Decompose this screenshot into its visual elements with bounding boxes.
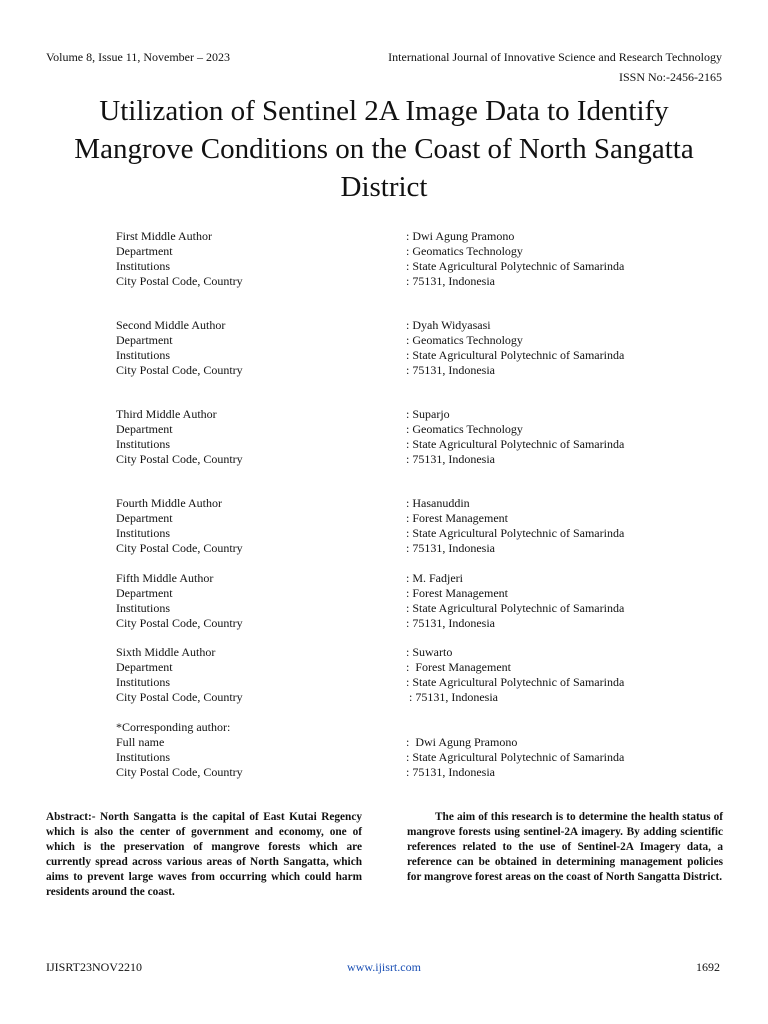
author-field-label: First Middle Author (116, 229, 213, 243)
footer-website-link[interactable]: www.ijisrt.com (347, 960, 421, 974)
author-field-value: : Forest Management (406, 586, 508, 600)
author-field-label: Institutions (116, 675, 171, 689)
author-field-label: City Postal Code, Country (116, 274, 243, 288)
author-field-label: Institutions (116, 526, 171, 540)
author-field-value: : Geomatics Technology (406, 422, 523, 436)
author-field-value: : 75131, Indonesia (406, 541, 495, 555)
author-row (116, 363, 676, 378)
footer-page-number: 1692 (696, 960, 720, 974)
author-field-value: : Suparjo (406, 407, 450, 421)
author-field-label: City Postal Code, Country (116, 690, 243, 704)
author-row (116, 675, 676, 690)
author-row (116, 244, 676, 259)
header-issn: ISSN No:-2456-2165 (618, 70, 722, 84)
author-field-value: : M. Fadjeri (406, 571, 463, 585)
author-field-value: : Forest Management (406, 511, 508, 525)
author-field-label: Fifth Middle Author (116, 571, 214, 585)
author-field-value: : State Agricultural Polytechnic of Samarinda (406, 526, 625, 540)
author-block (116, 229, 676, 289)
author-block (116, 645, 676, 705)
author-field-value: : Dwi Agung Pramono (406, 735, 518, 749)
author-field-value: : Hasanuddin (406, 496, 470, 510)
author-field-label: Institutions (116, 750, 171, 764)
author-field-label: Department (116, 511, 173, 525)
author-row (116, 259, 676, 274)
author-field-value: : Suwarto (406, 645, 453, 659)
author-field-label: Institutions (116, 437, 171, 451)
author-field-label: Second Middle Author (116, 318, 226, 332)
abstract-left-column: Abstract:- North Sangatta is the capital of East Kutai Regency which is also the center of government and economy, one of which is the preservation of mangrove forests which are currently spread across various areas of North Sangatta, which aims to prevent large waves from occurring which could harm residents around the coast. (46, 811, 362, 898)
author-field-value: : Dyah Widyasasi (406, 318, 491, 332)
author-field-value: : 75131, Indonesia (406, 452, 495, 466)
paper-title: Utilization of Sentinel 2A Image Data to Identify Mangrove Conditions on the Coast of North Sangatta District (74, 95, 694, 203)
author-block (116, 318, 676, 378)
author-field-value: : State Agricultural Polytechnic of Samarinda (406, 348, 625, 362)
author-field-label: Institutions (116, 259, 171, 273)
author-field-value: : Dwi Agung Pramono (406, 229, 515, 243)
author-row (116, 229, 676, 244)
author-block (116, 407, 676, 467)
footer-paper-id: IJISRT23NOV2210 (46, 960, 142, 974)
header-journal-name: International Journal of Innovative Science and Research Technology (388, 50, 722, 64)
author-field-label: Department (116, 333, 173, 347)
author-row (116, 333, 676, 348)
author-field-label: Department (116, 660, 173, 674)
author-field-value: : State Agricultural Polytechnic of Samarinda (406, 750, 625, 764)
author-row (116, 616, 676, 631)
author-field-label: Full name (116, 735, 165, 749)
author-row (116, 690, 676, 705)
author-field-label: Third Middle Author (116, 407, 217, 421)
author-row (116, 720, 676, 735)
author-field-value: : 75131, Indonesia (406, 616, 495, 630)
author-field-value: : 75131, Indonesia (406, 690, 498, 704)
author-field-value: : 75131, Indonesia (406, 274, 495, 288)
author-field-value: : 75131, Indonesia (406, 363, 495, 377)
author-block (116, 720, 676, 780)
author-row (116, 348, 676, 363)
author-row (116, 735, 676, 750)
author-row (116, 750, 676, 765)
author-field-label: City Postal Code, Country (116, 765, 243, 779)
author-block (116, 496, 676, 556)
author-row (116, 437, 676, 452)
author-field-label: City Postal Code, Country (116, 541, 243, 555)
author-row (116, 541, 676, 556)
author-row (116, 645, 676, 660)
author-field-label: City Postal Code, Country (116, 452, 243, 466)
author-field-value: : State Agricultural Polytechnic of Samarinda (406, 437, 625, 451)
author-block (116, 571, 676, 631)
author-field-value: : Geomatics Technology (406, 333, 523, 347)
abstract-right-column: The aim of this research is to determine the health status of mangrove forests using sentinel-2A imagery. By adding scientific references related to the use of Sentinel-2A Imagery data, a reference can be obtained in determining management policies for mangrove forest areas on the coast of North Sangatta District. (407, 811, 723, 883)
author-field-label: City Postal Code, Country (116, 616, 243, 630)
author-field-label: Institutions (116, 348, 171, 362)
author-row (116, 496, 676, 511)
author-field-value: : State Agricultural Polytechnic of Samarinda (406, 675, 625, 689)
author-row (116, 586, 676, 601)
author-field-label: Sixth Middle Author (116, 645, 216, 659)
author-row (116, 274, 676, 289)
author-row (116, 601, 676, 616)
author-row (116, 526, 676, 541)
author-field-value (406, 720, 676, 735)
author-field-label: Department (116, 244, 173, 258)
author-row (116, 765, 676, 780)
author-field-value: : 75131, Indonesia (406, 765, 495, 779)
author-field-value: : Forest Management (406, 660, 511, 674)
author-field-value: : Geomatics Technology (406, 244, 523, 258)
author-row (116, 407, 676, 422)
author-row (116, 422, 676, 437)
author-field-value: : State Agricultural Polytechnic of Samarinda (406, 601, 625, 615)
author-row (116, 318, 676, 333)
author-field-value: : State Agricultural Polytechnic of Samarinda (406, 259, 625, 273)
author-row (116, 452, 676, 467)
author-field-label: City Postal Code, Country (116, 363, 243, 377)
author-row (116, 571, 676, 586)
author-field-label: Department (116, 422, 173, 436)
author-field-label: Institutions (116, 601, 171, 615)
author-row (116, 660, 676, 675)
author-field-label: Fourth Middle Author (116, 496, 223, 510)
author-row (116, 511, 676, 526)
author-field-label: Department (116, 586, 173, 600)
author-field-label: *Corresponding author: (116, 720, 231, 734)
header-volume: Volume 8, Issue 11, November – 2023 (46, 50, 230, 64)
